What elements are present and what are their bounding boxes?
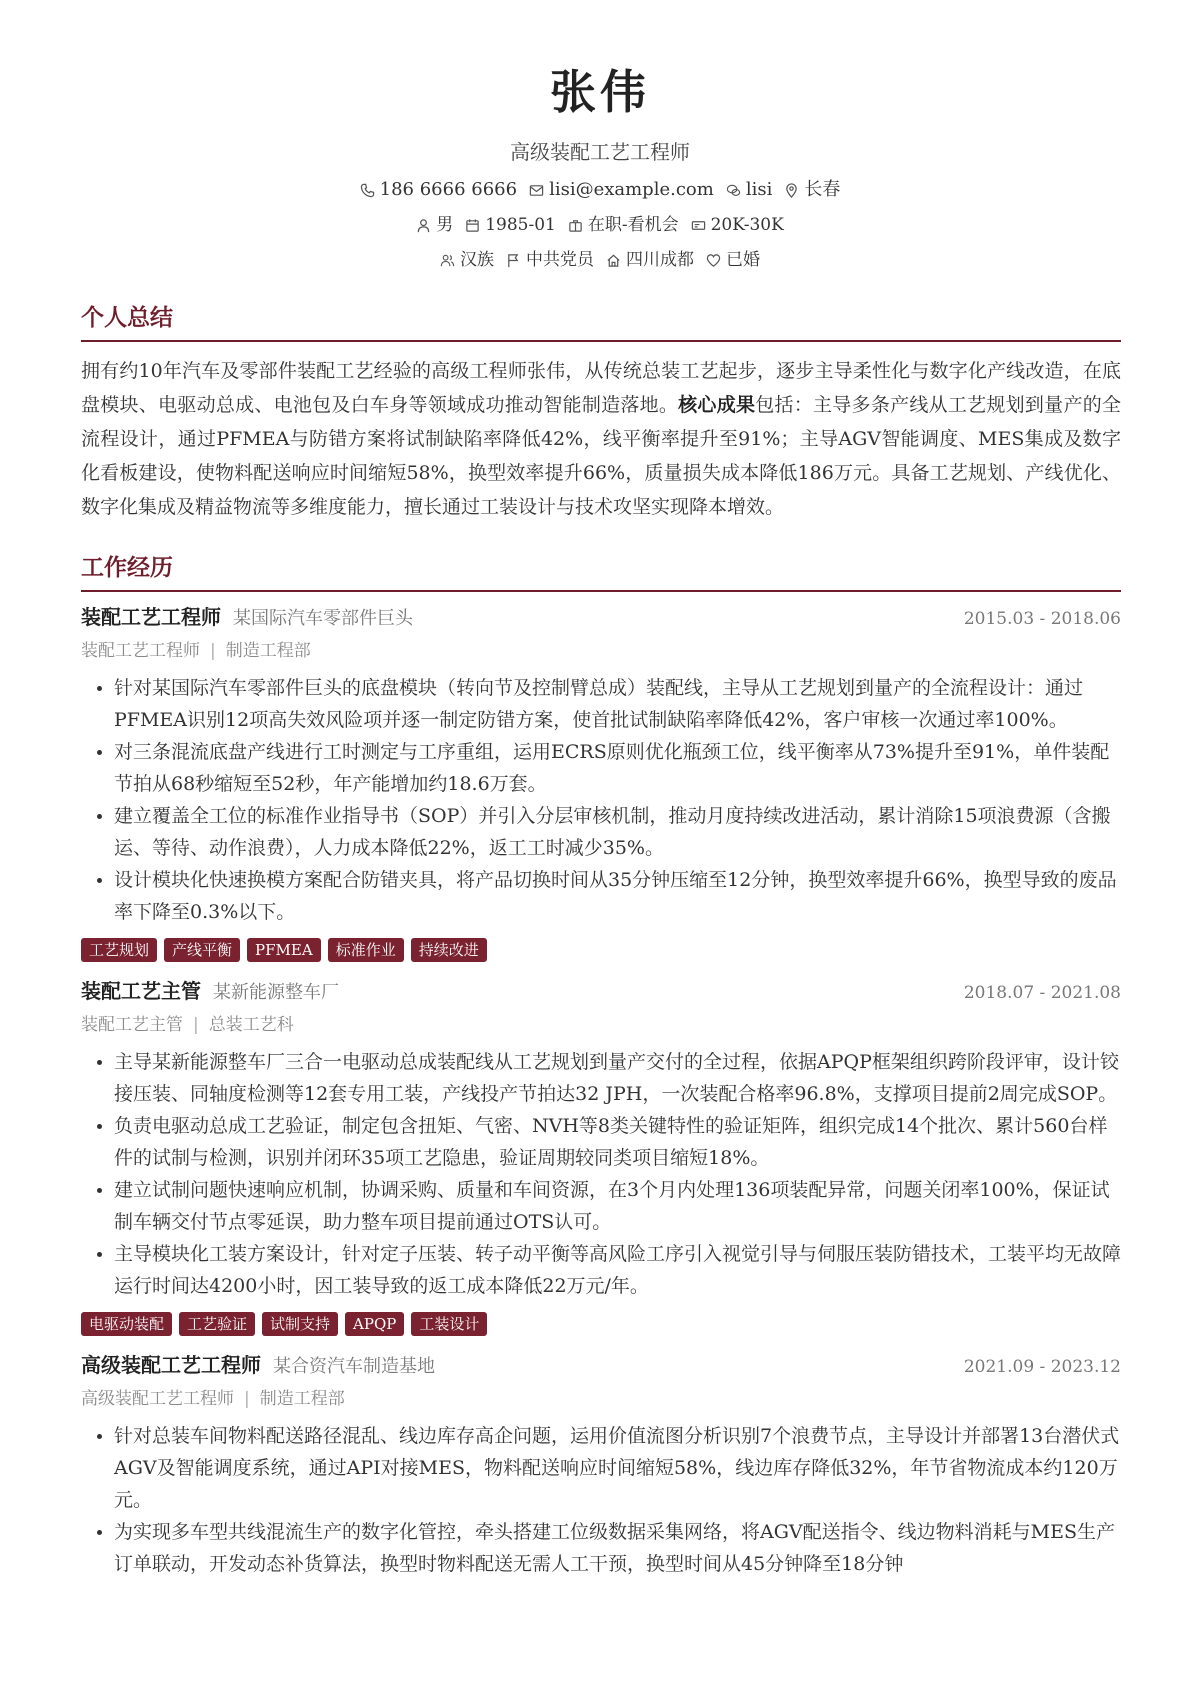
- candidate-name: 张伟: [550, 65, 650, 119]
- job-bullet: • 为实现多车型共线混流生产的数字化管控，牵头搭建工位级数据采集网络，将AGV配送指令、线边物料消耗与MES生产订单联动，开发动态补货算法，换型时物料配送无需人工干预，换型时间从45分钟降至18分钟: [114, 1516, 1121, 1580]
- job-tags: [81, 1312, 1121, 1336]
- job-subtitle: 装配工艺主管 | 总装工艺科: [81, 1015, 294, 1035]
- job-bullet: • 建立覆盖全工位的标准作业指导书（SOP）并引入分层审核机制，推动月度持续改进活动，累计消除15项浪费源（含搬运、等待、动作浪费），人力成本降低22%，返工工时减少35%。: [114, 800, 1121, 864]
- job-header: [81, 602, 1121, 634]
- job-company: 某合资汽车制造基地: [273, 1356, 435, 1377]
- phone-item[interactable]: [360, 178, 517, 202]
- job-entry: [81, 602, 1121, 962]
- job-bullets: [81, 1420, 1121, 1580]
- job-bullet: • 主导某新能源整车厂三合一电驱动总成装配线从工艺规划到量产交付的全过程，依据APQP框架组织跨阶段评审，设计铰接压装、同轴度检测等12套专用工装，产线投产节拍达32 JPH，一次装配合格率96.8%，支撑项目提前2周完成SOP。: [114, 1046, 1121, 1110]
- job-tags: [81, 938, 1121, 962]
- phone-icon: [360, 183, 375, 198]
- wechat-item[interactable]: [726, 178, 773, 202]
- experience-heading: 工作经历: [81, 552, 1121, 592]
- job-role: 高级装配工艺工程师: [81, 1353, 261, 1377]
- job-company: 某国际汽车零部件巨头: [233, 608, 413, 629]
- salary-item: [691, 213, 784, 237]
- job-bullet: • 主导模块化工装方案设计，针对定子压装、转子动平衡等高风险工序引入视觉引导与伺服压装防错技术，工装平均无故障运行时间达4200小时，因工装导致的返工成本降低22万元/年。: [114, 1238, 1121, 1302]
- political-item: [506, 248, 594, 272]
- political-text: 中共党员: [526, 250, 594, 270]
- job-bullets: [81, 672, 1121, 928]
- skill-tag: 工装设计: [411, 1312, 487, 1336]
- job-date: 2018.07 - 2021.08: [963, 983, 1121, 1003]
- job-bullet: • 对三条混流底盘产线进行工时测定与工序重组，运用ECRS原则优化瓶颈工位，线平衡率从73%提升至91%，单件装配节拍从68秒缩短至52秒，年产能增加约18.6万套。: [114, 736, 1121, 800]
- wechat-icon: [726, 183, 741, 198]
- marital-text: 已婚: [726, 250, 760, 270]
- job-entry: [81, 1350, 1121, 1580]
- gender-item: [416, 213, 453, 237]
- skill-tag: 标准作业: [328, 938, 404, 962]
- job-role: 装配工艺主管: [81, 979, 201, 1003]
- heart-icon: [706, 253, 721, 268]
- gender-text: 男: [436, 215, 454, 235]
- job-bullets: [81, 1046, 1121, 1302]
- hometown-item: [606, 248, 694, 272]
- status-text: 在职-看机会: [587, 215, 679, 235]
- job-entry: [81, 976, 1121, 1336]
- job-header: [81, 976, 1121, 1008]
- skill-tag: 产线平衡: [164, 938, 240, 962]
- ethnicity-item: [440, 248, 494, 272]
- hometown-text: 四川成都: [626, 250, 694, 270]
- salary-text: 20K-30K: [710, 215, 784, 235]
- marital-item: [706, 248, 760, 272]
- experience-section: [81, 552, 1121, 1580]
- skill-tag: 持续改进: [411, 938, 487, 962]
- summary-text-part2: 包括：主导多条产线从工艺规划到量产的全流程设计，通过PFMEA与防错方案将试制缺陷率降低42%，线平衡率提升至91%；主导AGV智能调度、MES集成及数字化看板建设，使物料配送响应时间缩短58%，换型效率提升66%，质量损失成本降低186万元。具备工艺规划、产线优化、数字化集成及精益物流等多维度能力，擅长通过工装设计与技术攻坚实现降本增效。: [81, 394, 1121, 518]
- job-position: 高级装配工艺工程师: [81, 1389, 234, 1409]
- job-bullet: • 负责电驱动总成工艺验证，制定包含扭矩、气密、NVH等8类关键特性的验证矩阵，组织完成14个批次、累计560台样件的试制与检测，识别并闭环35项工艺隐患，验证周期较同类项目缩短18%。: [114, 1110, 1121, 1174]
- skill-tag: 试制支持: [262, 1312, 338, 1336]
- status-item: [568, 213, 679, 237]
- job-bullet: • 建立试制问题快速响应机制，协调采购、质量和车间资源，在3个月内处理136项装配异常，问题关闭率100%，保证试制车辆交付节点零延误，助力整车项目提前通过OTS认可。: [114, 1174, 1121, 1238]
- background-info-line: [0, 248, 1200, 272]
- job-role: 装配工艺工程师: [81, 605, 221, 629]
- job-date: 2021.09 - 2023.12: [963, 1357, 1121, 1377]
- location-icon: [784, 183, 799, 198]
- location-item: [784, 178, 840, 202]
- phone-text: 186 6666 6666: [379, 179, 518, 200]
- email-item[interactable]: [529, 178, 714, 202]
- skill-tag: 电驱动装配: [81, 1312, 172, 1336]
- briefcase-icon: [568, 218, 583, 233]
- birth-item: [465, 213, 556, 237]
- summary-bold: 核心成果: [678, 394, 756, 416]
- flag-icon: [506, 253, 521, 268]
- job-company: 某新能源整车厂: [213, 982, 339, 1003]
- money-icon: [691, 218, 706, 233]
- wechat-text: lisi: [745, 179, 773, 200]
- summary-section: [81, 302, 1121, 524]
- job-department: 制造工程部: [225, 641, 311, 661]
- job-position: 装配工艺工程师: [81, 641, 200, 661]
- ethnicity-text: 汉族: [460, 250, 494, 270]
- home-icon: [606, 253, 621, 268]
- skill-tag: PFMEA: [247, 938, 321, 962]
- group-icon: [440, 253, 455, 268]
- email-text: lisi@example.com: [549, 179, 714, 200]
- summary-text-part1: 拥有约10年汽车及零部件装配工艺经验的高级工程师张伟，从传统总装工艺起步，逐步主导柔性化与数字化产线改造，在底盘模块、电驱动总成、电池包及白车身等领域成功推动智能制造落地。: [81, 360, 1121, 416]
- skill-tag: 工艺验证: [179, 1312, 255, 1336]
- job-bullet: • 针对总装车间物料配送路径混乱、线边库存高企问题，运用价值流图分析识别7个浪费节点，主导设计并部署13台潜伏式AGV及智能调度系统，通过API对接MES，物料配送响应时间缩短58%，线边库存降低32%，年节省物流成本约120万元。: [114, 1420, 1121, 1516]
- job-header: [81, 1350, 1121, 1382]
- job-bullet: • 针对某国际汽车零部件巨头的底盘模块（转向节及控制臂总成）装配线，主导从工艺规划到量产的全流程设计：通过PFMEA识别12项高失效风险项并逐一制定防错方案，使首批试制缺陷率降低42%，客户审核一次通过率100%。: [114, 672, 1121, 736]
- job-subtitle: 高级装配工艺工程师 | 制造工程部: [81, 1389, 345, 1409]
- job-department: 制造工程部: [259, 1389, 345, 1409]
- summary-text: [81, 354, 1121, 524]
- job-bullet: • 设计模块化快速换模方案配合防错夹具，将产品切换时间从35分钟压缩至12分钟，换型效率提升66%，换型导致的废品率下降至0.3%以下。: [114, 864, 1121, 928]
- skill-tag: APQP: [345, 1312, 404, 1336]
- contact-line: [0, 178, 1200, 202]
- mail-icon: [529, 183, 544, 198]
- job-date: 2015.03 - 2018.06: [963, 609, 1121, 629]
- candidate-title: 高级装配工艺工程师: [510, 140, 690, 164]
- birth-text: 1985-01: [485, 215, 556, 235]
- job-department: 总装工艺科: [208, 1015, 294, 1035]
- job-position: 装配工艺主管: [81, 1015, 183, 1035]
- summary-heading: 个人总结: [81, 302, 1121, 342]
- personal-info-line: [0, 213, 1200, 237]
- calendar-icon: [465, 218, 480, 233]
- location-text: 长春: [804, 179, 841, 200]
- skill-tag: 工艺规划: [81, 938, 157, 962]
- resume-header: [0, 0, 1200, 272]
- person-icon: [416, 218, 431, 233]
- job-subtitle: 装配工艺工程师 | 制造工程部: [81, 641, 311, 661]
